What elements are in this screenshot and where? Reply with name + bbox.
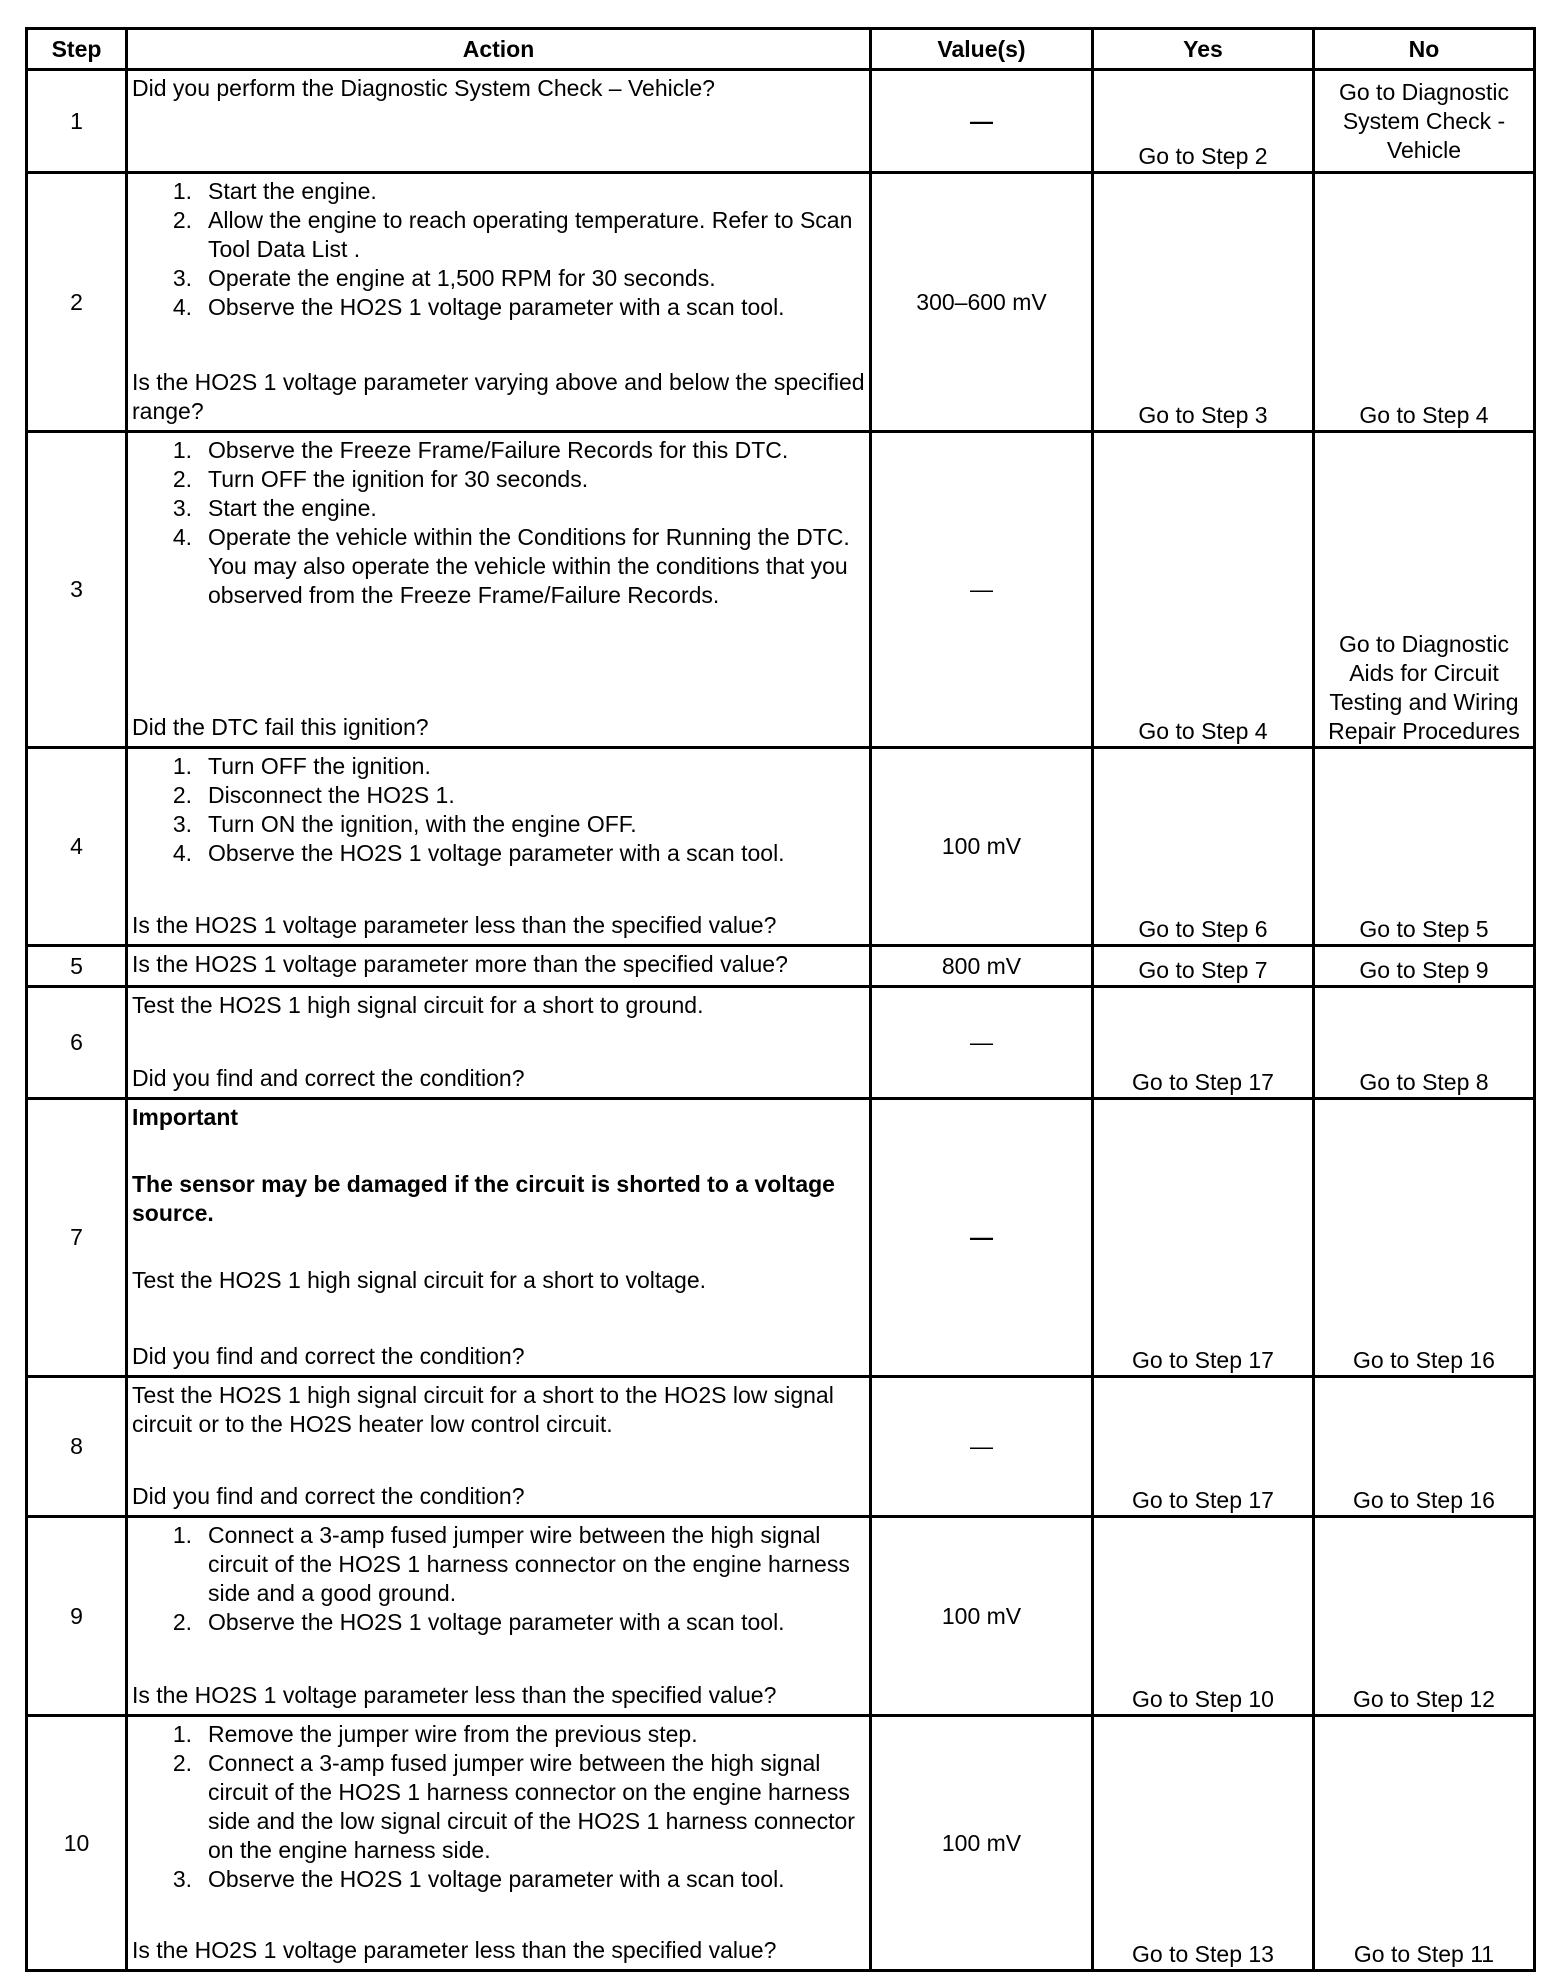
step-number: 4 [27, 748, 127, 946]
question-text: Did you find and correct the condition? [132, 1343, 525, 1369]
yes-cell: Go to Step 17 [1093, 1377, 1314, 1517]
value-cell: 100 mV [871, 1716, 1093, 1971]
action-cell [127, 432, 871, 748]
step-number: 3 [27, 432, 127, 748]
no-cell: Go to Step 12 [1314, 1517, 1535, 1716]
value-cell: 100 mV [871, 1517, 1093, 1716]
step-number: 2 [27, 173, 127, 432]
instruction-text: Test the HO2S 1 high signal circuit for a short to voltage. [132, 1267, 707, 1293]
question-text: Is the HO2S 1 voltage parameter less than the specified value? [132, 1937, 777, 1963]
list-item: 1. Start the engine. [172, 178, 377, 204]
instruction-text: Test the HO2S 1 high signal circuit for a short to ground. [132, 992, 704, 1018]
yes-cell: Go to Step 3 [1093, 173, 1314, 432]
step-number: 7 [27, 1099, 127, 1377]
question-text: Is the HO2S 1 voltage parameter less than the specified value? [132, 912, 777, 938]
no-cell: Go to Step 4 [1314, 173, 1535, 432]
table-row [27, 1517, 1535, 1716]
step-number: 5 [27, 946, 127, 987]
table-row [27, 1377, 1535, 1517]
list-item: 4. Observe the HO2S 1 voltage parameter with a scan tool. [172, 294, 785, 320]
list-item: 3. Start the engine. [172, 495, 377, 521]
table-row [27, 70, 1535, 173]
question-text: Did the DTC fail this ignition? [132, 714, 429, 740]
step-number: 6 [27, 987, 127, 1099]
yes-cell: Go to Step 13 [1093, 1716, 1314, 1971]
no-cell: Go to Step 9 [1314, 946, 1535, 987]
no-cell: Go to Step 16 [1314, 1099, 1535, 1377]
question-text: Did you find and correct the condition? [132, 1483, 525, 1509]
value-cell: 100 mV [871, 748, 1093, 946]
table-row [27, 1716, 1535, 1971]
question-text: Did you find and correct the condition? [132, 1065, 525, 1091]
value-cell: 300–600 mV [871, 173, 1093, 432]
action-cell [127, 987, 871, 1099]
yes-cell: Go to Step 6 [1093, 748, 1314, 946]
value-cell: — [871, 1377, 1093, 1517]
question-text: Is the HO2S 1 voltage parameter more than the specified value? [132, 951, 788, 977]
yes-cell: Go to Step 4 [1093, 432, 1314, 748]
value-cell: — [871, 987, 1093, 1099]
list-item: 4. Observe the HO2S 1 voltage parameter with a scan tool. [172, 840, 785, 866]
list-item: 3. Turn ON the ignition, with the engine OFF. [172, 811, 637, 837]
list-item: 4. Operate the vehicle within the Conditions for Running the DTC. You may also operate the vehicle within the conditions that you observed from the Freeze Frame/Failure Records. [172, 524, 850, 608]
step-number: 9 [27, 1517, 127, 1716]
header-values: Value(s) [871, 29, 1093, 70]
list-item: 1. Remove the jumper wire from the previous step. [172, 1721, 698, 1747]
step-list [132, 177, 865, 322]
question-text: Is the HO2S 1 voltage parameter less than the specified value? [132, 1682, 777, 1708]
table-row [27, 946, 1535, 987]
value-cell: — [871, 1099, 1093, 1377]
action-cell [127, 1099, 871, 1377]
list-item: 2. Connect a 3-amp fused jumper wire between the high signal circuit of the HO2S 1 harness connector on the engine harness side and the low signal circuit of the HO2S 1 harness connector on the engine harness side. [172, 1750, 855, 1863]
instruction-text: Test the HO2S 1 high signal circuit for a short to the HO2S low signal circuit or to the HO2S heater low control circuit. [132, 1382, 834, 1437]
header-action: Action [127, 29, 871, 70]
header-yes: Yes [1093, 29, 1314, 70]
header-step: Step [27, 29, 127, 70]
step-list [132, 1720, 865, 1894]
yes-cell: Go to Step 10 [1093, 1517, 1314, 1716]
step-number: 1 [27, 70, 127, 173]
no-cell: Go to Diagnostic Aids for Circuit Testing and Wiring Repair Procedures [1314, 432, 1535, 748]
yes-cell: Go to Step 17 [1093, 987, 1314, 1099]
step-number: 8 [27, 1377, 127, 1517]
action-cell [127, 748, 871, 946]
header-no: No [1314, 29, 1535, 70]
list-item: 2. Disconnect the HO2S 1. [172, 782, 455, 808]
list-item: 2. Turn OFF the ignition for 30 seconds. [172, 466, 589, 492]
question-text: Did you perform the Diagnostic System Check – Vehicle? [132, 75, 715, 101]
value-cell: — [871, 70, 1093, 173]
important-text: The sensor may be damaged if the circuit is shorted to a voltage source. [132, 1171, 835, 1226]
table-row [27, 173, 1535, 432]
step-list [132, 1521, 865, 1637]
action-cell [127, 1716, 871, 1971]
action-cell [127, 1517, 871, 1716]
action-cell [127, 70, 871, 173]
list-item: 3. Observe the HO2S 1 voltage parameter with a scan tool. [172, 1866, 785, 1892]
question-text: Is the HO2S 1 voltage parameter varying above and below the specified range? [132, 369, 865, 424]
no-cell: Go to Step 8 [1314, 987, 1535, 1099]
list-item: 1. Turn OFF the ignition. [172, 753, 431, 779]
table-row [27, 748, 1535, 946]
list-item: 2. Observe the HO2S 1 voltage parameter with a scan tool. [172, 1609, 785, 1635]
header-row [27, 29, 1535, 70]
table-row [27, 432, 1535, 748]
table-row [27, 987, 1535, 1099]
action-cell [127, 946, 871, 987]
diagnostic-table [25, 27, 1536, 1972]
yes-cell: Go to Step 17 [1093, 1099, 1314, 1377]
list-item: 2. Allow the engine to reach operating temperature. Refer to Scan Tool Data List . [172, 207, 853, 262]
yes-cell: Go to Step 2 [1093, 70, 1314, 173]
step-number: 10 [27, 1716, 127, 1971]
important-title: Important [132, 1104, 239, 1130]
no-cell: Go to Step 5 [1314, 748, 1535, 946]
list-item: 1. Observe the Freeze Frame/Failure Records for this DTC. [172, 437, 789, 463]
no-cell: Go to Step 11 [1314, 1716, 1535, 1971]
action-cell [127, 1377, 871, 1517]
no-cell: Go to Diagnostic System Check - Vehicle [1314, 70, 1535, 173]
step-list [132, 752, 865, 868]
value-cell: — [871, 432, 1093, 748]
yes-cell: Go to Step 7 [1093, 946, 1314, 987]
table-row [27, 1099, 1535, 1377]
action-cell [127, 173, 871, 432]
value-cell: 800 mV [871, 946, 1093, 987]
list-item: 1. Connect a 3-amp fused jumper wire between the high signal circuit of the HO2S 1 harness connector on the engine harness side and a good ground. [172, 1522, 850, 1606]
no-cell: Go to Step 16 [1314, 1377, 1535, 1517]
step-list [132, 436, 865, 610]
list-item: 3. Operate the engine at 1,500 RPM for 30 seconds. [172, 265, 716, 291]
